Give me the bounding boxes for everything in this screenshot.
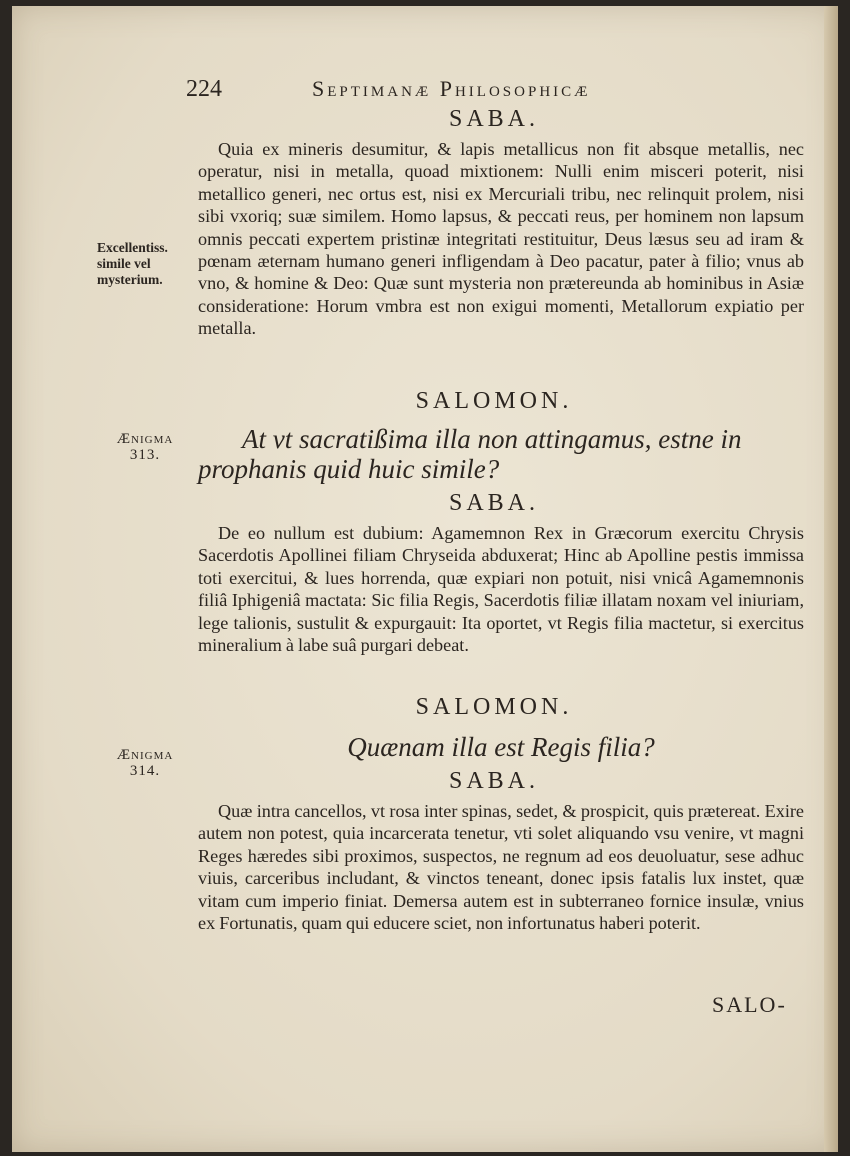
margin-note-aenigma-314 [102, 747, 188, 779]
page-number: 224 [186, 76, 222, 102]
speaker-heading-salomon-2: SALOMON. [415, 694, 573, 720]
speaker-heading-salomon-1: SALOMON. [415, 388, 573, 414]
margin-number: 314. [129, 763, 161, 779]
catchword: SALO- [712, 992, 787, 1017]
speaker-heading-saba-2: SABA. [448, 490, 540, 516]
running-title: Septimanæ Philosophicæ [312, 76, 591, 101]
page-spine-edge [824, 6, 838, 1152]
paragraph-saba-2: De eo nullum est dubium: Agamemnon Rex in Græcorum exercitu Chrysis Sacerdotis Apollinei filiam Chryseida abduxerat; Hinc ab Apolline pestis immissa toti exercitui, & lues horrenda, quæ expiari non potuit, nisi vnicâ Agamemnonis filiâ Iphigeniâ mactata: Sic filia Regis, Sacerdotis filiæ illatam noxam vel iniuriam, lege talionis, sustulit & expurgauit: Ita oportet, vt Regis filia mactetur, si exercitus mineralium à labe suâ purgari debeat. [198, 523, 804, 656]
margin-number: 313. [129, 447, 161, 463]
book-page [12, 6, 838, 1152]
margin-label: Ænigma [116, 431, 174, 447]
margin-note-aenigma-313 [102, 431, 188, 463]
question-salomon-1: At vt sacratißima illa non attingamus, estne in prophanis quid huic simile? [198, 424, 742, 484]
margin-label: Ænigma [116, 747, 174, 763]
speaker-heading-saba-3: SABA. [448, 768, 540, 794]
question-salomon-2: Quænam illa est Regis filia? [347, 732, 655, 762]
paragraph-saba-3: Quæ intra cancellos, vt rosa inter spinas, sedet, & prospicit, quis prætereat. Exire autem non potest, quia incarcerata tenetur, vti solet aliquando vsu venire, vt magni Reges hæredes sibi proximos, suspectos, ne regnum ad eos deuoluatur, sese adhuc viuis, carceribus includant, & vinctos teneant, donec ipsis fatalis lux instet, quæ vitam cum imperio finiat. Demersa autem est in subterraneo fornice insulæ, vnius ex Fortunatis, quam qui educere sciet, non infortunatus haberi poterit. [198, 801, 804, 934]
speaker-heading-saba-1: SABA. [448, 106, 540, 132]
paragraph-saba-1: Quia ex mineris desumitur, & lapis metallicus non fit absque metallis, nec operatur, nisi in metalla, quoad mixtionem: Nulli enim misceri poterit, nisi metallico generi, nec ortus est, nisi ex Mercuriali tribu, nec relinquit prolem, nisi sibi vxoriq; suæ similem. Homo lapsus, & peccati reus, per hominem non lapsum omnis peccati expertem pristinæ integritati restituitur, Deus læsus seu ad iram & pœnam æternam humano generi infligendam à Deo pacatur, pater à filio; vnus ab vno, & homine & Deo: Quæ sunt mysteria non prætereunda ab hominibus in Asiæ consideratione: Horum vmbra est non exigui momenti, Metallorum expiatio per metalla. [198, 139, 804, 339]
page-header [186, 76, 726, 106]
margin-note-excellentiss: Excellentiss. simile vel mysterium. [97, 240, 168, 287]
